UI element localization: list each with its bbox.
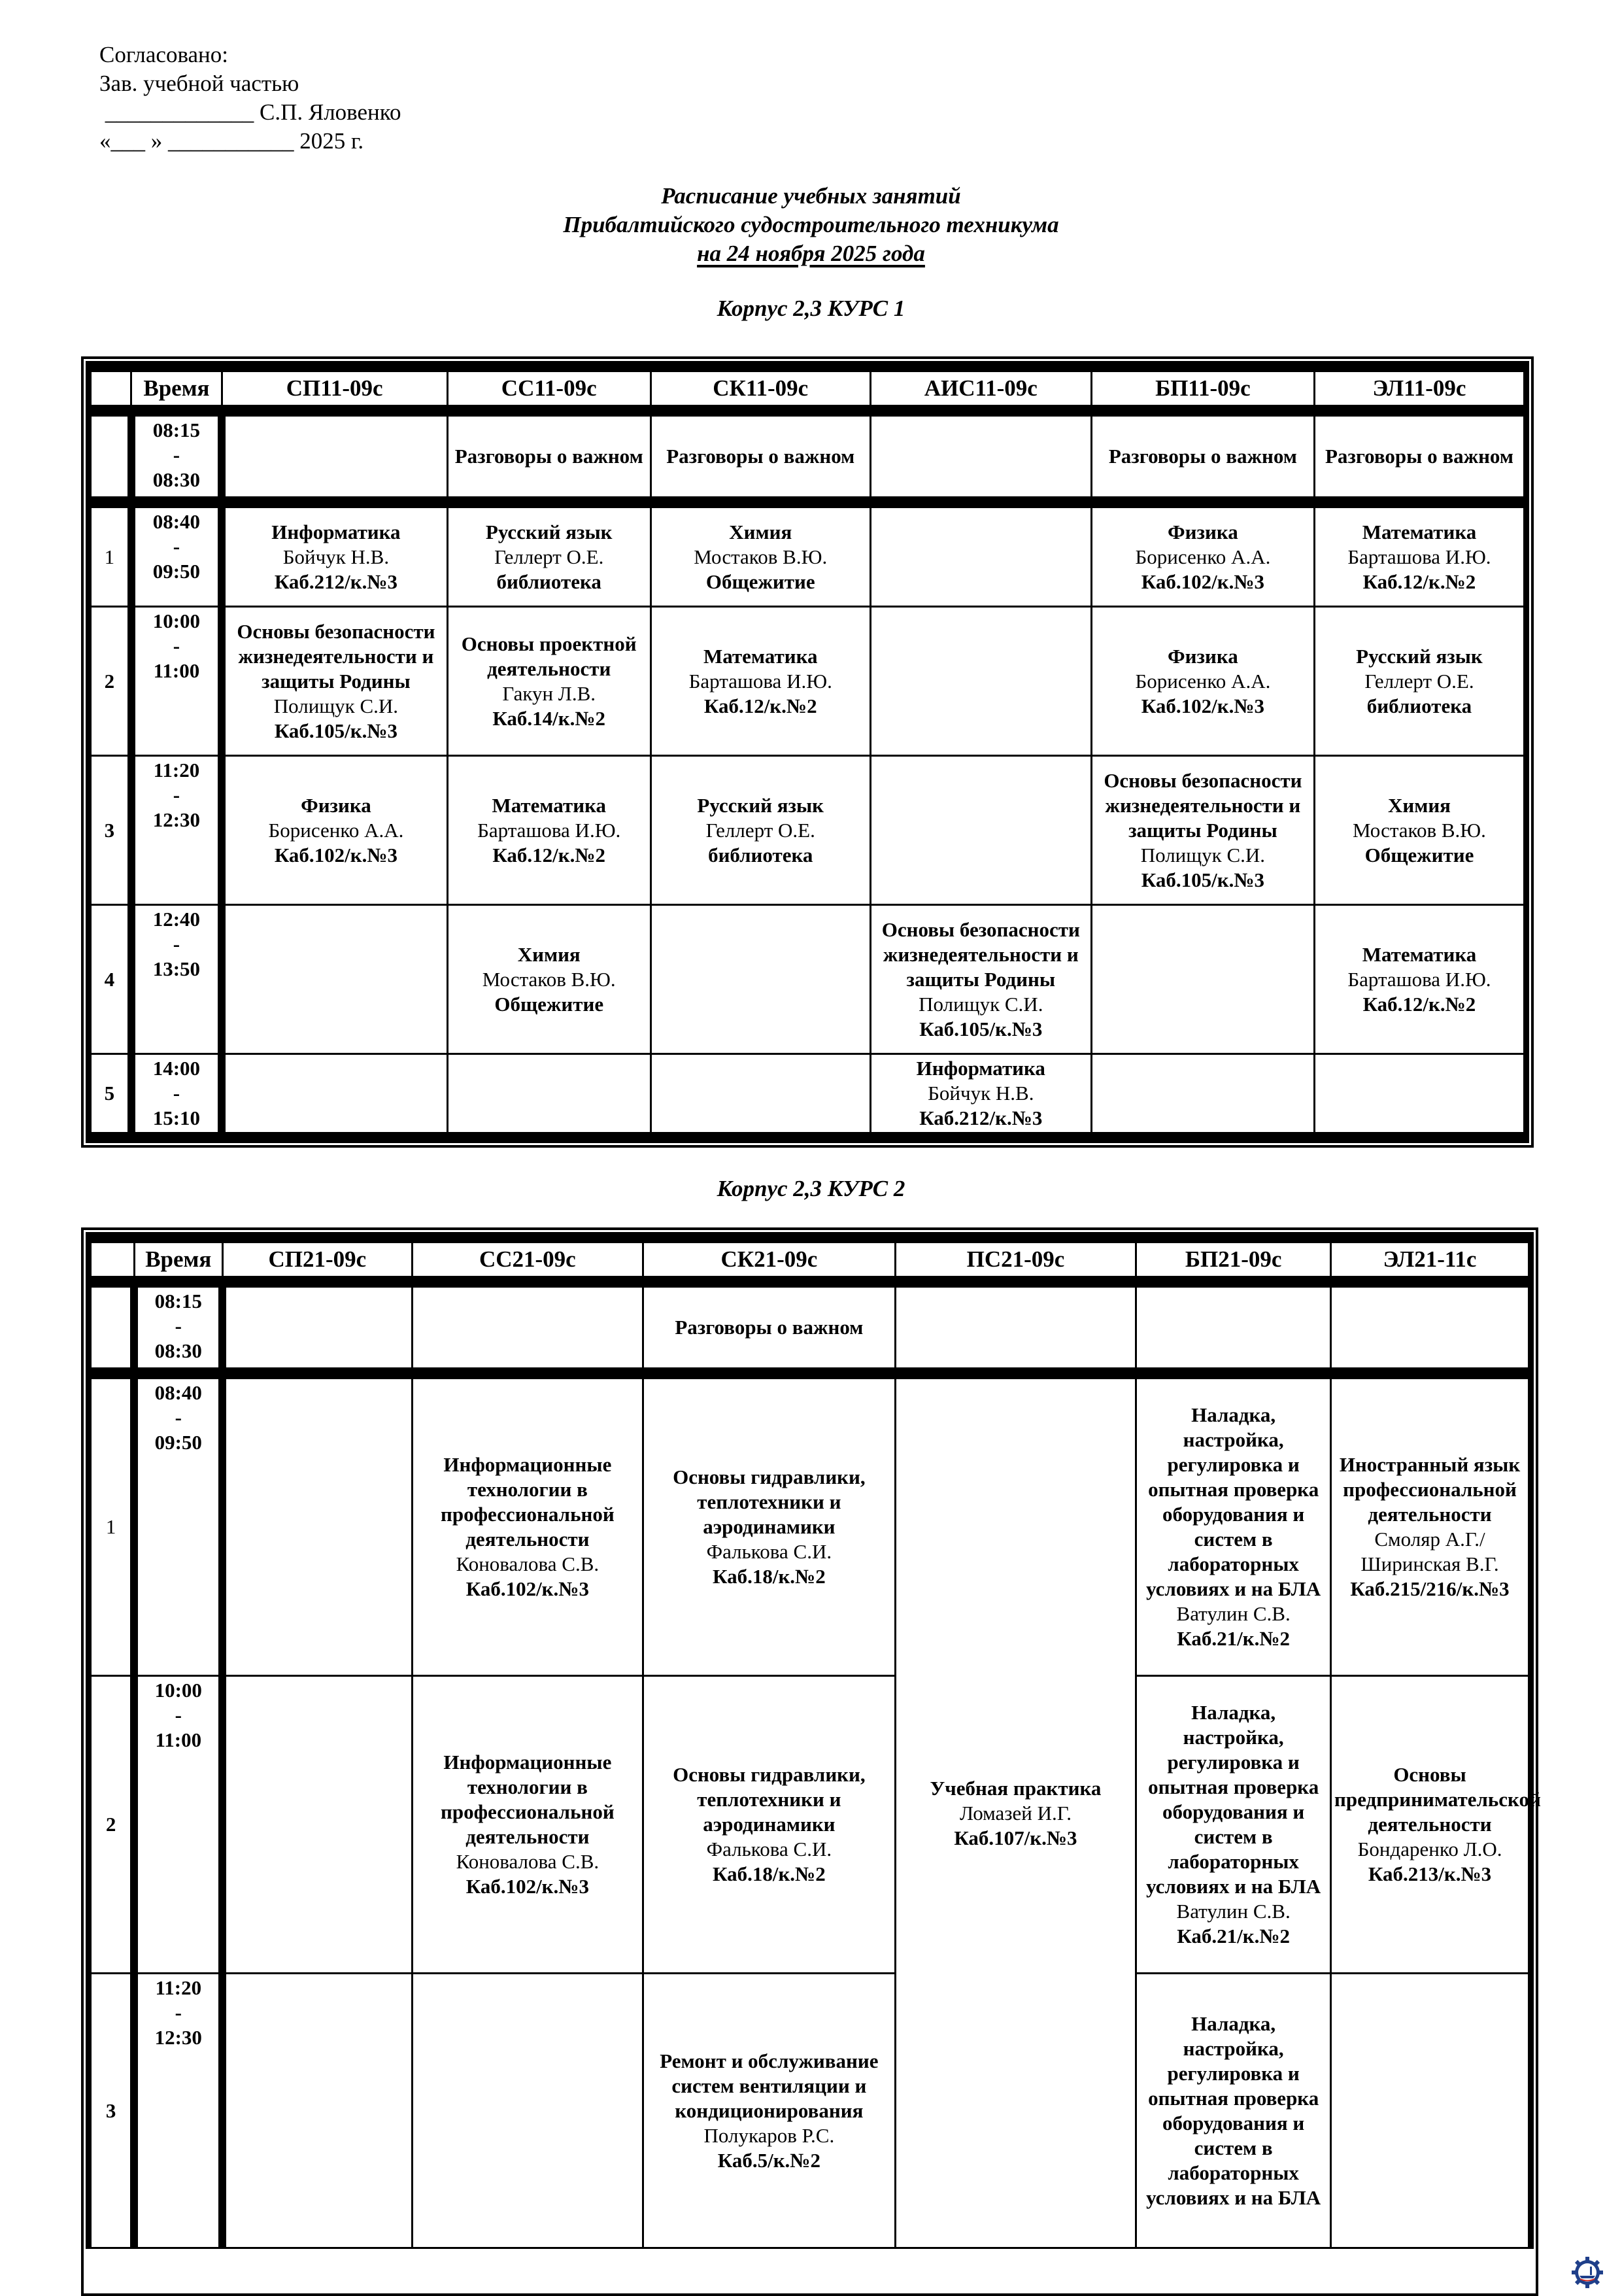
room-location: библиотека <box>708 843 813 866</box>
title-line-2: Прибалтийского судостроительного техникума <box>563 212 1059 237</box>
subject-name: Русский язык <box>485 520 613 543</box>
row-number: 2 <box>91 607 131 756</box>
lesson-row <box>91 1974 1529 2248</box>
lesson-cell <box>895 1287 1136 1369</box>
group-header: БП21-09с <box>1136 1242 1331 1277</box>
separator-cell <box>1136 1369 1331 1379</box>
teacher-name: Борисенко А.А. <box>1135 545 1271 568</box>
subject-name: Химия <box>517 942 581 966</box>
time-cell <box>134 1287 222 1369</box>
approval-label: Согласовано: <box>99 42 229 67</box>
time-dash: - <box>175 1406 182 1429</box>
lesson-cell <box>1136 1379 1331 1676</box>
lesson-cell <box>1091 905 1314 1054</box>
subject-name: Учебная практика <box>930 1776 1102 1800</box>
separator-cell <box>131 406 222 416</box>
separator-cell <box>650 406 870 416</box>
row-separator <box>91 1277 1529 1287</box>
time-dash: - <box>175 1704 182 1726</box>
teacher-name: Барташова И.Ю. <box>1347 545 1491 568</box>
lesson-cell <box>412 1974 643 2248</box>
separator-cell <box>650 498 870 507</box>
time-text: 08:15 <box>154 1290 202 1312</box>
subject-name: Информатика <box>271 520 401 543</box>
subject-name: Русский язык <box>697 793 824 817</box>
teacher-name: Мостаков В.Ю. <box>482 967 616 991</box>
separator-cell <box>91 498 131 507</box>
approval-position: Зав. учебной частью <box>99 71 299 96</box>
group-header: СК21-09с <box>643 1242 896 1277</box>
lesson-cell <box>412 1287 643 1369</box>
room-location: Каб.21/к.№2 <box>1177 1925 1290 1947</box>
row-number-header <box>91 1242 135 1277</box>
row-number <box>91 1287 135 1369</box>
separator-cell <box>91 406 131 416</box>
room-location: Каб.18/к.№2 <box>713 1565 826 1588</box>
time-cell <box>131 756 222 905</box>
separator-cell <box>1314 406 1524 416</box>
title-line-1: Расписание учебных занятий <box>661 183 961 209</box>
subject-name: Математика <box>492 793 606 817</box>
time-cell <box>131 1054 222 1133</box>
room-location: Общежитие <box>705 570 815 593</box>
lesson-row <box>91 607 1525 756</box>
group-header: ЭЛ11-09с <box>1314 371 1524 406</box>
room-location: Каб.102/к.№3 <box>465 1577 589 1600</box>
lesson-cell <box>870 416 1091 498</box>
subject-name: Физика <box>301 793 371 817</box>
teacher-name: Фалькова С.И. <box>706 1838 832 1860</box>
college-gear-logo-icon <box>1571 2256 1604 2289</box>
teacher-name: Коновалова С.В. <box>456 1552 600 1575</box>
room-location: Каб.212/к.№3 <box>919 1106 1043 1129</box>
room-location: Каб.12/к.№2 <box>492 843 606 866</box>
teacher-name: Полищук С.И. <box>1140 843 1266 866</box>
lesson-row <box>91 905 1525 1054</box>
teacher-name: Коновалова С.В. <box>456 1850 600 1873</box>
separator-cell <box>222 1277 412 1287</box>
teacher-name: Бойчук Н.В. <box>282 545 390 568</box>
teacher-name: Бойчук Н.В. <box>928 1082 1034 1105</box>
subject-name: Ремонт и обслуживание систем вентиляции и кондиционирования <box>660 2049 879 2122</box>
lesson-cell <box>870 507 1091 607</box>
subject-name: Разговоры о важном <box>1325 445 1513 468</box>
room-location: библиотека <box>1366 694 1472 717</box>
subject-name: Математика <box>1362 520 1477 543</box>
lesson-cell <box>222 1379 412 1676</box>
lesson-cell <box>1314 905 1524 1054</box>
time-text: - <box>173 443 180 466</box>
group-header: АИС11-09с <box>870 371 1091 406</box>
room-location: Каб.213/к.№3 <box>1368 1862 1492 1885</box>
time-dash: - <box>173 535 180 558</box>
separator-cell <box>1136 1277 1331 1287</box>
room-location: Каб.212/к.№3 <box>274 570 398 593</box>
lesson-cell <box>1136 1287 1331 1369</box>
lesson-cell <box>447 905 650 1054</box>
room-location: Каб.105/к.№3 <box>1141 868 1264 891</box>
room-location: Каб.105/к.№3 <box>919 1017 1043 1040</box>
group-header: СС11-09с <box>447 371 650 406</box>
separator-cell <box>131 498 222 507</box>
lesson-cell <box>895 1379 1136 2248</box>
separator-cell <box>643 1277 896 1287</box>
subject-name: Физика <box>1168 644 1238 668</box>
row-number: 4 <box>91 905 131 1054</box>
teacher-name: Бондаренко Л.О. <box>1357 1838 1502 1860</box>
separator-cell <box>91 1369 135 1379</box>
document-title <box>0 182 1622 268</box>
teacher-name: Геллерт О.Е. <box>494 545 604 568</box>
lesson-cell <box>643 1676 896 1974</box>
subject-name: Наладка, настройка, регулировка и опытная проверка оборудования и систем в лабораторных условиях и на БЛА <box>1146 1403 1321 1600</box>
teacher-name: Барташова И.Ю. <box>477 818 621 842</box>
lesson-cell <box>650 756 870 905</box>
room-location: Каб.102/к.№3 <box>1141 694 1264 717</box>
group-header: СП21-09с <box>222 1242 412 1277</box>
time-end: 13:50 <box>152 957 201 980</box>
separator-cell <box>447 406 650 416</box>
subject-name: Разговоры о важном <box>1108 445 1297 468</box>
lesson-cell <box>1314 607 1524 756</box>
lesson-cell <box>447 416 650 498</box>
time-end: 09:50 <box>152 560 201 583</box>
room-location: Каб.12/к.№2 <box>1362 570 1476 593</box>
lesson-cell <box>1331 1379 1529 1676</box>
subject-name: Математика <box>703 644 818 668</box>
lesson-cell <box>650 607 870 756</box>
time-text: 08:30 <box>152 468 201 491</box>
room-location: Каб.105/к.№3 <box>274 719 398 742</box>
lesson-cell <box>1136 1974 1331 2248</box>
lesson-cell <box>1331 1676 1541 1974</box>
time-end: 12:30 <box>152 808 201 831</box>
time-start: 14:00 <box>152 1057 201 1080</box>
lesson-cell <box>643 1974 896 2248</box>
separator-cell <box>870 498 1091 507</box>
separator-cell <box>222 498 447 507</box>
teacher-name: Мостаков В.Ю. <box>1353 818 1486 842</box>
approval-date: «___ » ___________ 2025 г. <box>99 128 364 154</box>
course2-title: Корпус 2,3 КУРС 2 <box>717 1176 905 1201</box>
time-end: 09:50 <box>154 1431 202 1454</box>
lesson-cell <box>1314 507 1524 607</box>
time-dash: - <box>173 783 180 806</box>
lesson-cell <box>447 607 650 756</box>
teacher-name: Геллерт О.Е. <box>705 818 815 842</box>
separator-cell <box>222 406 447 416</box>
row-number: 2 <box>91 1676 135 1974</box>
schedule-date: на 24 ноября 2025 года <box>697 241 925 266</box>
subject-name: Химия <box>1387 793 1451 817</box>
lesson-cell <box>1314 416 1524 498</box>
time-cell <box>131 905 222 1054</box>
time-start: 12:40 <box>152 908 201 931</box>
time-end: 15:10 <box>152 1106 201 1129</box>
time-start: 08:40 <box>154 1381 202 1404</box>
subject-name: Наладка, настройка, регулировка и опытная проверка оборудования и систем в лабораторных условиях и на БЛА <box>1146 2012 1321 2209</box>
time-text: 08:15 <box>152 419 201 441</box>
lesson-cell <box>222 1287 412 1369</box>
separator-cell <box>895 1277 1136 1287</box>
teacher-name: Ватулин С.В. <box>1176 1602 1291 1625</box>
separator-cell <box>643 1369 896 1379</box>
separator-cell <box>91 1277 135 1287</box>
room-location: Каб.14/к.№2 <box>492 706 606 730</box>
time-cell <box>134 1676 222 1974</box>
lesson-cell <box>222 1054 447 1133</box>
row-number: 1 <box>91 1379 135 1676</box>
room-location: Общежитие <box>494 992 604 1016</box>
teacher-name: Борисенко А.А. <box>1135 669 1271 693</box>
subject-name: Основы безопасности жизнедеятельности и защиты Родины <box>237 619 435 693</box>
lesson-cell <box>222 905 447 1054</box>
group-header: ПС21-09с <box>895 1242 1136 1277</box>
lesson-cell <box>650 905 870 1054</box>
lesson-row <box>91 1054 1525 1133</box>
time-end: 12:30 <box>154 2026 202 2049</box>
teacher-name: Гакун Л.В. <box>502 681 596 705</box>
separator-cell <box>895 1369 1136 1379</box>
subject-name: Основы гидравлики, теплотехники и аэродинамики <box>673 1465 866 1538</box>
lesson-cell <box>222 756 447 905</box>
time-cell <box>131 507 222 607</box>
subject-name: Разговоры о важном <box>675 1316 864 1339</box>
room-location: библиотека <box>496 570 601 593</box>
pre-lesson-row <box>91 416 1525 498</box>
lesson-row <box>91 756 1525 905</box>
separator-cell <box>870 406 1091 416</box>
teacher-name: Фалькова С.И. <box>706 1540 832 1563</box>
time-cell <box>131 416 222 498</box>
lesson-cell <box>222 1676 412 1974</box>
room-location: Каб.21/к.№2 <box>1177 1627 1290 1650</box>
lesson-cell <box>1091 607 1314 756</box>
header-row <box>91 371 1525 406</box>
header-row <box>91 1242 1529 1277</box>
approval-block <box>99 41 401 156</box>
separator-cell <box>447 498 650 507</box>
lesson-cell <box>650 1054 870 1133</box>
teacher-name: Барташова И.Ю. <box>688 669 832 693</box>
course1-schedule-table <box>81 356 1534 1148</box>
group-header: СК11-09с <box>650 371 870 406</box>
lesson-cell <box>447 1054 650 1133</box>
time-dash: - <box>173 1082 180 1105</box>
course2-schedule-table <box>81 1227 1541 2296</box>
lesson-cell <box>1314 1054 1524 1133</box>
room-location: Каб.5/к.№2 <box>717 2148 820 2172</box>
room-location: Общежитие <box>1364 843 1474 866</box>
group-header: ЭЛ21-11с <box>1331 1242 1529 1277</box>
subject-name: Информационные технологии в профессиональной деятельности <box>440 1453 615 1551</box>
teacher-name: Полищук С.И. <box>273 694 399 717</box>
subject-name: Основы безопасности жизнедеятельности и защиты Родины <box>1104 768 1302 842</box>
group-header: БП11-09с <box>1091 371 1314 406</box>
separator-cell <box>134 1369 222 1379</box>
time-cell <box>134 1379 222 1676</box>
time-column-header: Время <box>134 1242 222 1277</box>
approval-signature: _____________ С.П. Яловенко <box>99 99 401 125</box>
separator-cell <box>1331 1369 1529 1379</box>
time-dash: - <box>173 634 180 657</box>
lesson-cell <box>1331 1287 1529 1369</box>
lesson-cell <box>650 416 870 498</box>
lesson-cell <box>650 507 870 607</box>
lesson-cell <box>412 1676 643 1974</box>
lesson-row <box>91 507 1525 607</box>
lesson-cell <box>643 1379 896 1676</box>
lesson-cell <box>1331 1974 1529 2248</box>
subject-name: Основы безопасности жизнедеятельности и защиты Родины <box>881 917 1080 991</box>
lesson-cell <box>1314 756 1524 905</box>
room-location: Каб.12/к.№2 <box>1362 992 1476 1016</box>
time-start: 10:00 <box>152 609 201 632</box>
row-number: 3 <box>91 1974 135 2248</box>
room-location: Каб.215/216/к.№3 <box>1350 1577 1510 1600</box>
separator-cell <box>1331 1277 1529 1287</box>
time-end: 11:00 <box>153 659 200 682</box>
subject-name: Наладка, настройка, регулировка и опытная проверка оборудования и систем в лабораторных условиях и на БЛА <box>1146 1701 1321 1898</box>
lesson-cell <box>1091 507 1314 607</box>
lesson-cell <box>1091 416 1314 498</box>
time-text: 08:30 <box>154 1339 202 1362</box>
lesson-cell <box>412 1379 643 1676</box>
row-number: 5 <box>91 1054 131 1133</box>
room-location: Каб.12/к.№2 <box>703 694 817 717</box>
room-location: Каб.102/к.№3 <box>465 1875 589 1898</box>
row-separator <box>91 1369 1529 1379</box>
time-text: - <box>175 1314 182 1337</box>
pre-lesson-row <box>91 1287 1529 1369</box>
subject-name: Основы предпринимательской деятельности <box>1334 1763 1541 1836</box>
teacher-name: Барташова И.Ю. <box>1347 967 1491 991</box>
subject-name: Разговоры о важном <box>666 445 855 468</box>
subject-name: Русский язык <box>1356 644 1483 668</box>
separator-cell <box>1314 498 1524 507</box>
teacher-name: Смоляр А.Г./Ширинская В.Г. <box>1360 1528 1499 1575</box>
group-header: СС21-09с <box>412 1242 643 1277</box>
subject-name: Основы проектной деятельности <box>461 632 637 680</box>
room-location: Каб.102/к.№3 <box>274 843 398 866</box>
separator-cell <box>1091 498 1314 507</box>
time-cell <box>134 1974 222 2248</box>
time-end: 11:00 <box>155 1728 202 1751</box>
time-column-header: Время <box>131 371 222 406</box>
lesson-cell <box>1091 1054 1314 1133</box>
room-location: Каб.107/к.№3 <box>954 1826 1077 1849</box>
lesson-row <box>91 1676 1529 1974</box>
subject-name: Основы гидравлики, теплотехники и аэродинамики <box>673 1763 866 1836</box>
row-number <box>91 416 131 498</box>
separator-cell <box>412 1369 643 1379</box>
subject-name: Иностранный язык профессиональной деятельности <box>1339 1453 1521 1526</box>
lesson-cell <box>447 756 650 905</box>
subject-name: Разговоры о важном <box>454 445 643 468</box>
time-start: 10:00 <box>154 1679 202 1702</box>
lesson-cell <box>447 507 650 607</box>
time-start: 11:20 <box>155 1976 202 1999</box>
row-number: 3 <box>91 756 131 905</box>
course1-title: Корпус 2,3 КУРС 1 <box>717 296 905 321</box>
room-location: Каб.18/к.№2 <box>713 1862 826 1885</box>
group-header: СП11-09с <box>222 371 447 406</box>
lesson-cell <box>222 1974 412 2248</box>
subject-name: Информатика <box>916 1057 1045 1080</box>
lesson-cell <box>870 1054 1091 1133</box>
teacher-name: Полищук С.И. <box>919 992 1043 1016</box>
time-dash: - <box>173 933 180 955</box>
subject-name: Информационные технологии в профессиональной деятельности <box>440 1751 615 1848</box>
row-number: 1 <box>91 507 131 607</box>
teacher-name: Борисенко А.А. <box>268 818 404 842</box>
time-start: 08:40 <box>152 510 201 533</box>
lesson-cell <box>222 507 447 607</box>
teacher-name: Геллерт О.Е. <box>1364 669 1474 693</box>
subject-name: Химия <box>729 520 792 543</box>
time-cell <box>131 607 222 756</box>
row-separator <box>91 498 1525 507</box>
room-location: Каб.102/к.№3 <box>1141 570 1264 593</box>
lesson-cell <box>222 607 447 756</box>
subject-name: Математика <box>1362 942 1477 966</box>
separator-cell <box>134 1277 222 1287</box>
subject-name: Физика <box>1168 520 1238 543</box>
teacher-name: Ломазей И.Г. <box>959 1801 1072 1825</box>
time-dash: - <box>175 2001 182 2024</box>
teacher-name: Мостаков В.Ю. <box>694 545 828 568</box>
lesson-cell <box>1136 1676 1331 1974</box>
row-separator <box>91 406 1525 416</box>
lesson-cell <box>870 756 1091 905</box>
separator-cell <box>1091 406 1314 416</box>
lesson-cell <box>643 1287 896 1369</box>
separator-cell <box>222 1369 412 1379</box>
separator-cell <box>412 1277 643 1287</box>
teacher-name: Полукаров Р.С. <box>703 2123 835 2147</box>
lesson-cell <box>870 607 1091 756</box>
time-start: 11:20 <box>153 759 200 781</box>
lesson-cell <box>222 416 447 498</box>
teacher-name: Ватулин С.В. <box>1176 1900 1291 1923</box>
row-number-header <box>91 371 131 406</box>
lesson-cell <box>870 905 1091 1054</box>
lesson-cell <box>1091 756 1314 905</box>
lesson-row <box>91 1379 1529 1676</box>
